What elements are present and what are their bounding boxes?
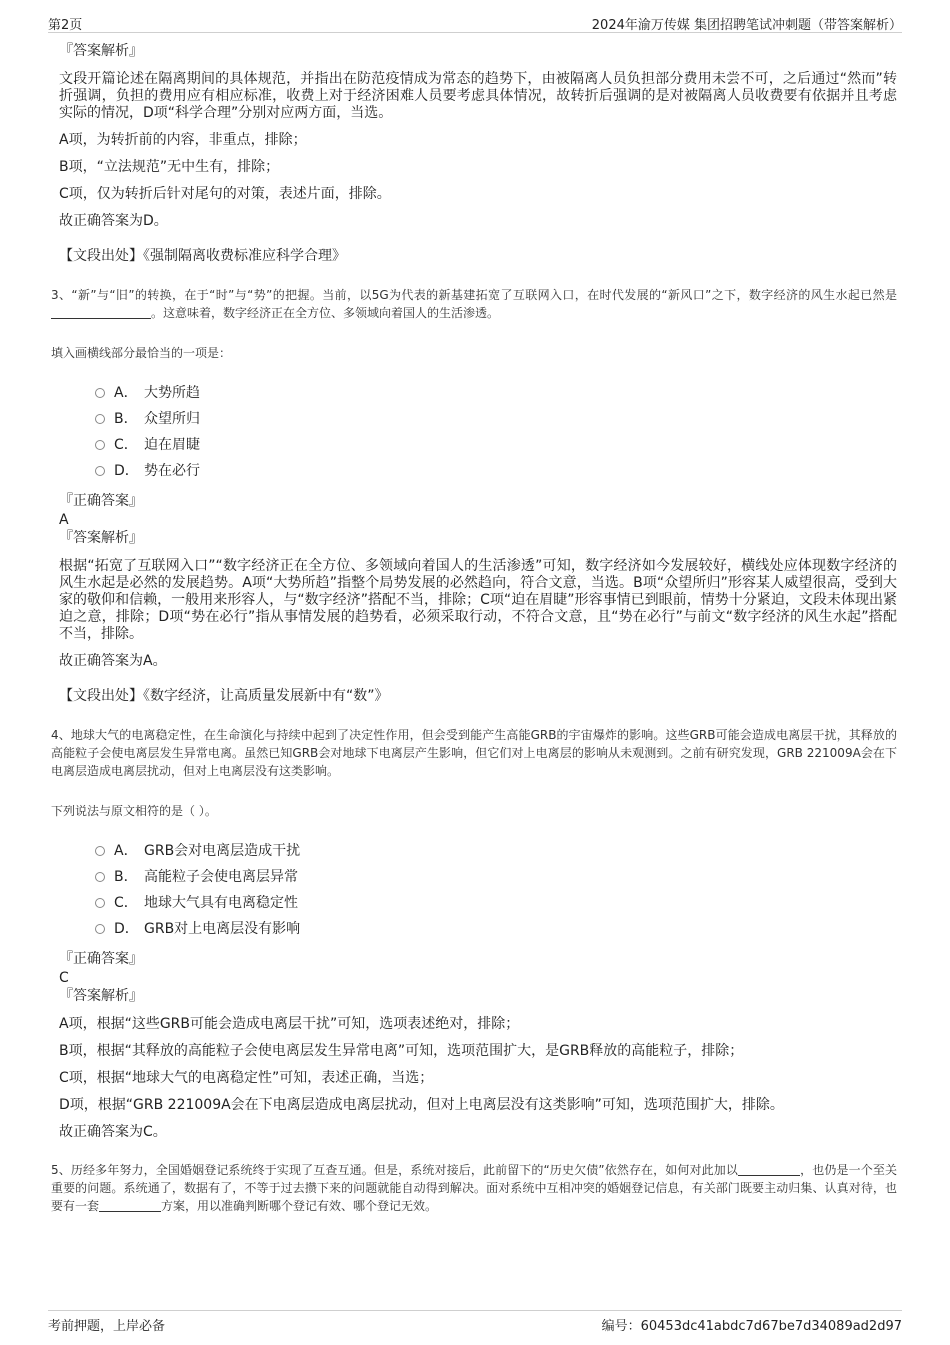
question-5-text: 5、历经多年努力，全国婚姻登记系统终于实现了互查互通。但是，系统对接后，此前留下的“历史欠债”依然存在，如何对此加以 ，也仍是一个至关重要的问题。系统通了，数据有了，不等于过去攒下来的问题就能自动得到解决。面对系统中互相冲突的婚姻登记信息，有关部门既要主动归集、认真对待，也要有一套 方案，用以准确判断哪个登记有效、哪个登记无效。: [51, 1163, 897, 1213]
radio-icon[interactable]: [95, 846, 105, 856]
analysis-option-c: C项，仅为转折后针对尾句的对策，表述片面，排除。: [59, 186, 391, 202]
question-4-instruction: 下列说法与原文相符的是（ ）。: [51, 804, 217, 818]
analysis-label: 『答案解析』: [59, 988, 143, 1004]
answer-blank: [738, 1163, 800, 1176]
option-a[interactable]: A． 大势所趋: [95, 380, 897, 406]
option-d[interactable]: D． 势在必行: [95, 458, 897, 484]
document-title: 2024年渝万传媒 集团招聘笔试冲刺题（带答案解析）: [591, 18, 902, 33]
answer-blank: [99, 1199, 161, 1212]
correct-answer-label: 『正确答案』: [59, 493, 143, 509]
analysis-conclusion: 故正确答案为C。: [59, 1124, 167, 1140]
question-3-instruction: 填入画横线部分最恰当的一项是：: [51, 346, 232, 360]
page-footer: [48, 1310, 902, 1334]
correct-answer-label: 『正确答案』: [59, 951, 143, 967]
analysis-conclusion: 故正确答案为A。: [59, 653, 167, 669]
correct-answer: C: [59, 970, 69, 986]
option-d[interactable]: D． GRB对上电离层没有影响: [95, 916, 897, 942]
analysis-option-b: B项，“立法规范”无中生有，排除；: [59, 159, 280, 175]
analysis-option-d: D项，根据“GRB 221009A会在下电离层造成电离层扰动，但对上电离层没有这类影响”可知，选项范围扩大，排除。: [59, 1097, 784, 1113]
question-3-text: 3、“新”与“旧”的转换，在于“时”与“势”的把握。当前，以5G为代表的新基建拓宽了互联网入口，在时代发展的“新风口”之下，数字经济的风生水起已然是。这意味着，数字经济正在全方位、多领域向着国人的生活渗透。: [51, 288, 897, 320]
answer-blank: [51, 306, 151, 319]
analysis-conclusion: 故正确答案为D。: [59, 213, 168, 229]
radio-icon[interactable]: [95, 872, 105, 882]
analysis-paragraph: 根据“拓宽了互联网入口”“数字经济正在全方位、多领域向着国人的生活渗透”可知，数字经济如今发展较好，横线处应体现数字经济的风生水起是必然的发展趋势。A项“大势所趋”指整个局势发展的必然趋向，符合文意，当选。B项“众望所归”形容某人威望很高，受到大家的敬仰和信赖，一般用来形容人，与“数字经济”搭配不当，排除；C项“迫在眉睫”形容事情已到眼前，情势十分紧迫，文段未体现出紧迫之意，排除；D项“势在必行”指从事情发展的趋势看，必须采取行动，不符合文意，且“势在必行”与前文“数字经济的风生水起”搭配不当，排除。: [59, 558, 897, 642]
document-code: 编号：60453dc41abdc7d67be7d34089ad2d97: [601, 1319, 902, 1334]
question-4-options: [95, 838, 897, 942]
radio-icon[interactable]: [95, 466, 105, 476]
analysis-option-a: A项，为转折前的内容，非重点，排除；: [59, 132, 307, 148]
analysis-option-a: A项，根据“这些GRB可能会造成电离层干扰”可知，选项表述绝对，排除；: [59, 1016, 520, 1032]
correct-answer: A: [59, 512, 69, 528]
option-c[interactable]: C． 迫在眉睫: [95, 432, 897, 458]
footer-slogan: 考前押题，上岸必备: [48, 1319, 166, 1334]
question-3-options: [95, 380, 897, 484]
analysis-paragraph: 文段开篇论述在隔离期间的具体规范，并指出在防范疫情成为常态的趋势下，由被隔离人员负担部分费用未尝不可，之后通过“然而”转折强调，负担的费用应有相应标准，收费上对于经济困难人员要考虑具体情况，故转折后强调的是对被隔离人员收费要有依据并且考虑实际的情况，D项“科学合理”分别对应两方面，当选。: [59, 71, 897, 121]
analysis-option-c: C项，根据“地球大气的电离稳定性”可知，表述正确，当选；: [59, 1070, 434, 1086]
radio-icon[interactable]: [95, 898, 105, 908]
question-4-text: 4、地球大气的电离稳定性，在生命演化与持续中起到了决定性作用，但会受到能产生高能GRB的宇宙爆炸的影响。这些GRB可能会造成电离层干扰，其释放的高能粒子会使电离层发生异常电离。虽然已知GRB会对地球下电离层产生影响，但它们对上电离层的影响从未观测到。之前有研究发现，GRB 221009A会在下电离层造成电离层扰动，但对上电离层没有这类影响。: [51, 728, 897, 778]
radio-icon[interactable]: [95, 414, 105, 424]
document-body: [51, 42, 897, 1215]
source-citation: 【文段出处】《数字经济，让高质量发展新中有“数”》: [59, 688, 389, 704]
option-b[interactable]: B． 众望所归: [95, 406, 897, 432]
source-citation: 【文段出处】《强制隔离收费标准应科学合理》: [59, 248, 346, 264]
page-number: 第2页: [48, 18, 83, 33]
analysis-label: 『答案解析』: [59, 43, 143, 59]
page-header: [48, 12, 902, 33]
radio-icon[interactable]: [95, 924, 105, 934]
option-c[interactable]: C． 地球大气具有电离稳定性: [95, 890, 897, 916]
analysis-label: 『答案解析』: [59, 530, 143, 546]
radio-icon[interactable]: [95, 440, 105, 450]
analysis-option-b: B项，根据“其释放的高能粒子会使电离层发生异常电离”可知，选项范围扩大，是GRB释放的高能粒子，排除；: [59, 1043, 744, 1059]
option-b[interactable]: B． 高能粒子会使电离层异常: [95, 864, 897, 890]
option-a[interactable]: A． GRB会对电离层造成干扰: [95, 838, 897, 864]
radio-icon[interactable]: [95, 388, 105, 398]
